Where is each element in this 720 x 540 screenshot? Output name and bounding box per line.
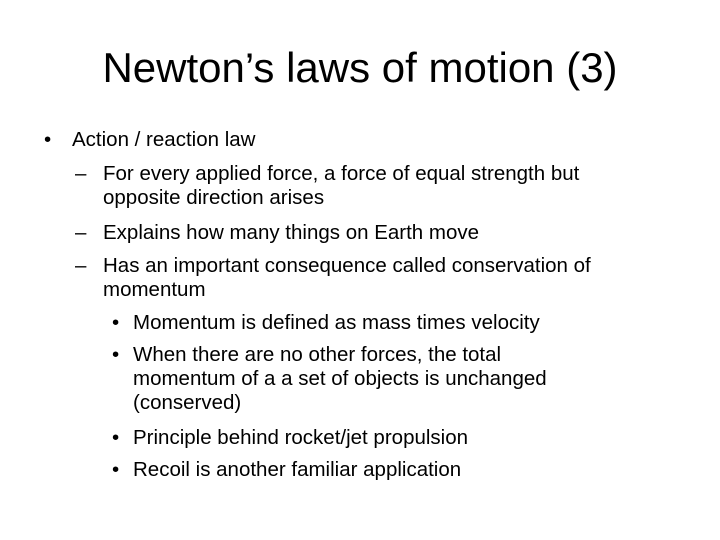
- sub-bullet-item: [75, 221, 479, 245]
- bullet-item: [44, 128, 255, 152]
- dash-marker: –: [75, 221, 87, 244]
- dash-marker: –: [75, 254, 87, 277]
- sub-bullet-item: [75, 254, 591, 302]
- sub-sub-bullet-item: [112, 426, 468, 450]
- bullet-marker: •: [112, 458, 120, 481]
- sub-sub-bullet-item: [112, 458, 461, 482]
- bullet-marker: •: [112, 343, 120, 366]
- sub-sub-bullet-item: [112, 343, 547, 415]
- bullet-marker: •: [44, 128, 52, 151]
- bullet-text: When there are no other forces, the total: [133, 343, 502, 366]
- bullet-marker: •: [112, 426, 120, 449]
- bullet-text: Has an important consequence called conservation of: [103, 254, 591, 277]
- bullet-text: momentum of a a set of objects is unchanged: [133, 367, 547, 390]
- sub-sub-bullet-item: [112, 311, 540, 335]
- bullet-text: Action / reaction law: [72, 128, 256, 151]
- bullet-text: Recoil is another familiar application: [133, 458, 462, 481]
- dash-marker: –: [75, 162, 87, 185]
- bullet-text: Momentum is defined as mass times velocity: [133, 311, 540, 334]
- bullet-marker: •: [112, 311, 120, 334]
- bullet-text: Principle behind rocket/jet propulsion: [133, 426, 469, 449]
- bullet-text: momentum: [103, 278, 206, 301]
- sub-bullet-item: [75, 162, 579, 210]
- bullet-text: Explains how many things on Earth move: [103, 221, 480, 244]
- slide-title: Newton’s laws of motion (3): [102, 44, 618, 91]
- bullet-text: opposite direction arises: [103, 186, 325, 209]
- bullet-text: (conserved): [133, 391, 242, 414]
- bullet-text: For every applied force, a force of equal strength but: [103, 162, 580, 185]
